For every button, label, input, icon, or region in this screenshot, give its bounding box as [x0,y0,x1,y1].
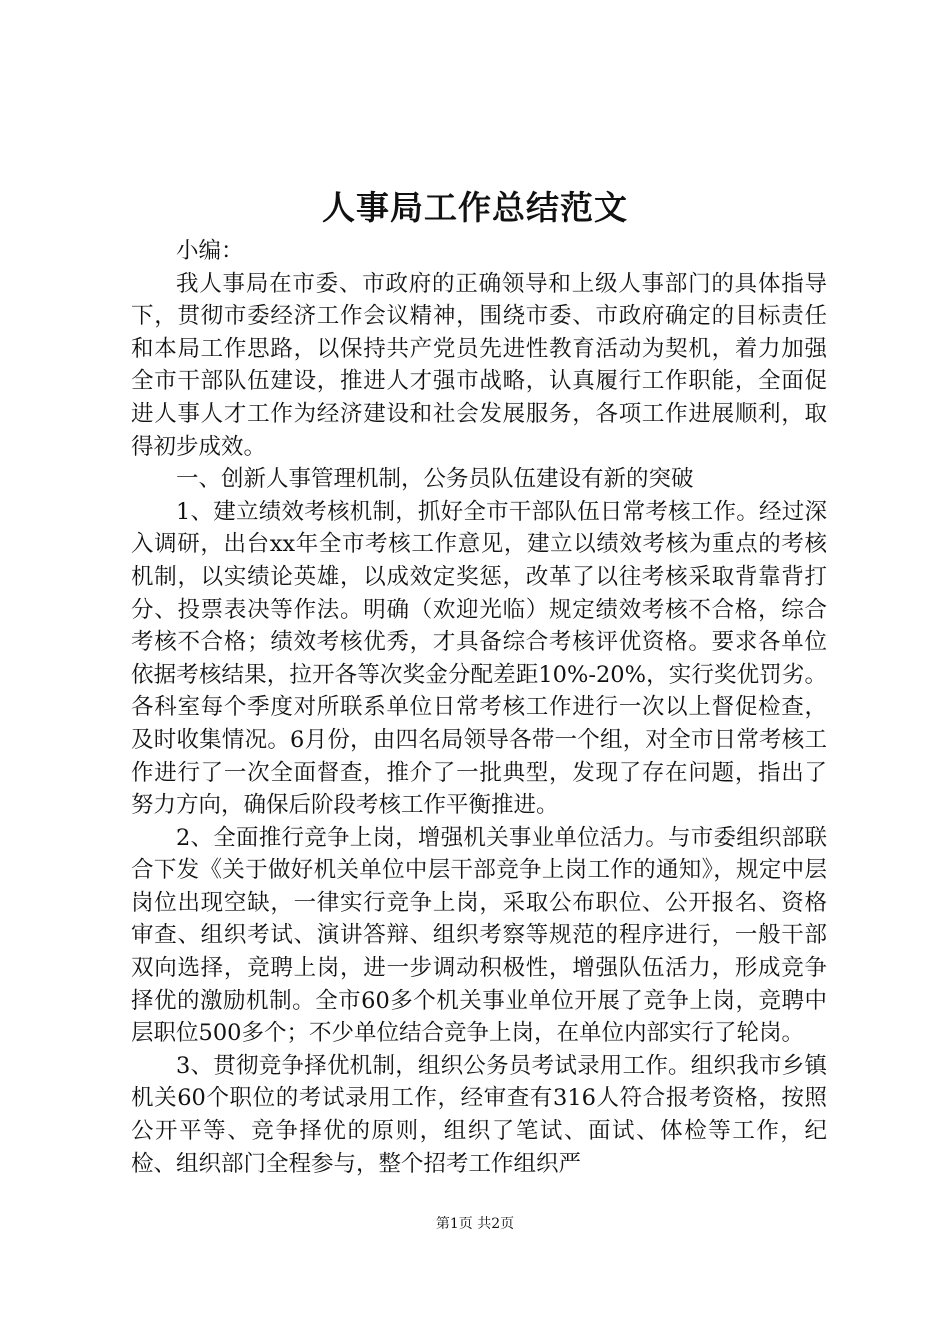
item-2-paragraph: 2、全面推行竞争上岗，增强机关事业单位活力。与市委组织部联合下发《关于做好机关单位中层干部竞争上岗工作的通知》，规定中层岗位出现空缺，一律实行竞争上岗，采取公布职位、公开报名、资格审查、组织考试、演讲答辩、组织考察等规范的程序进行，一般干部双向选择，竞聘上岗，进一步调动积极性，增强队伍活力，形成竞争择优的激励机制。全市60多个机关事业单位开展了竞争上岗，竞聘中层职位500多个；不少单位结合竞争上岗，在单位内部实行了轮岗。 [131,824,827,1047]
document-body [131,235,827,1180]
greeting-paragraph: 小编： [176,238,244,264]
item-1-paragraph: 1、建立绩效考核机制，抓好全市干部队伍日常考核工作。经过深入调研，出台xx年全市考核工作意见，建立以绩效考核为重点的考核机制，以实绩论英雄，以成效定奖惩，改革了以往考核采取背靠背打分、投票表决等作法。明确（欢迎光临）规定绩效考核不合格，综合考核不合格；绩效考核优秀，才具备综合考核评优资格。要求各单位依据考核结果，拉开各等次奖金分配差距10%-20%，实行奖优罚劣。各科室每个季度对所联系单位日常考核工作进行一次以上督促检查，及时收集情况。6月份，由四名局领导各带一个组，对全市日常考核工作进行了一次全面督查，推介了一批典型，发现了存在问题，指出了努力方向，确保后阶段考核工作平衡推进。 [131,498,827,819]
intro-paragraph: 我人事局在市委、市政府的正确领导和上级人事部门的具体指导下，贯彻市委经济工作会议精神，围绕市委、市政府确定的目标责任和本局工作思路，以保持共产党员先进性教育活动为契机，着力加强全市干部队伍建设，推进人才强市战略，认真履行工作职能，全面促进人事人才工作为经济建设和社会发展服务，各项工作进展顺利，取得初步成效。 [131,270,827,460]
page-footer: 第1页 共2页 [435,1216,515,1232]
section-heading: 一、创新人事管理机制，公务员队伍建设有新的突破 [176,466,694,493]
document-title: 人事局工作总结范文 [322,188,628,227]
item-3-paragraph: 3、贯彻竞争择优机制，组织公务员考试录用工作。组织我市乡镇机关60个职位的考试录用工作，经审查有316人符合报考资格，按照公开平等、竞争择优的原则，组织了笔试、面试、体检等工作，纪检、组织部门全程参与，整个招考工作组织严 [131,1052,827,1177]
